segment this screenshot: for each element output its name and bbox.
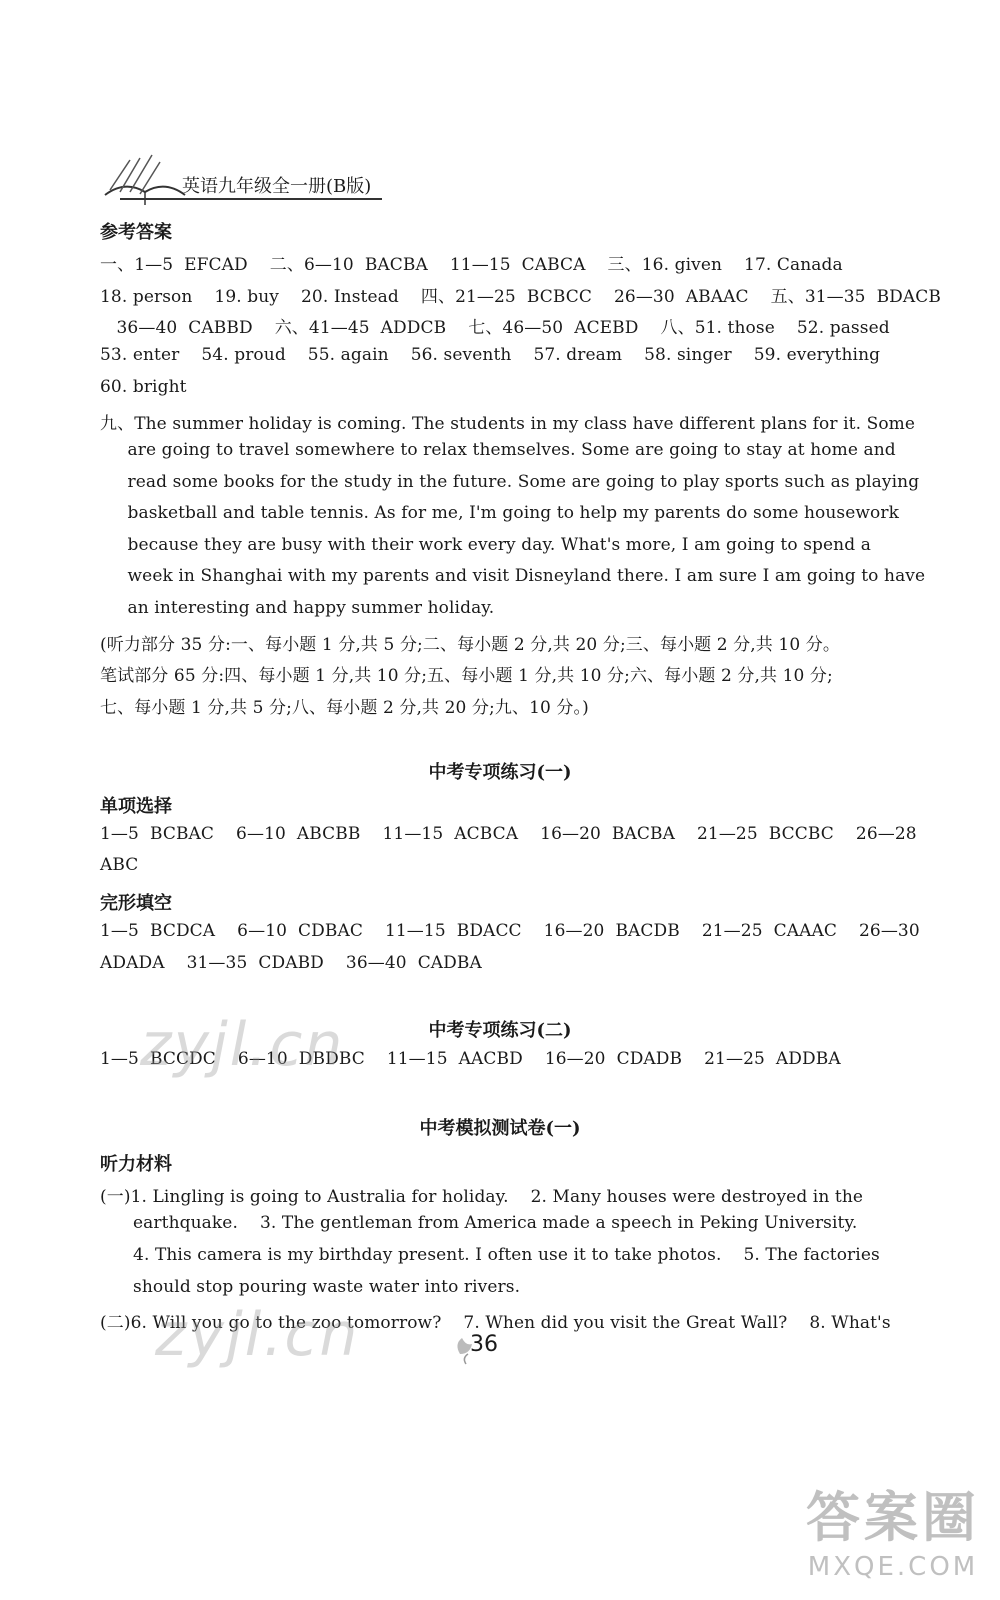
corner-watermark-small: MXQE.COM	[807, 1552, 979, 1582]
header-rule	[120, 198, 382, 200]
essay-line: read some books for the study in the future. Some are going to play sports such as playing	[100, 472, 920, 492]
answer-line: 1—5 BCCDC 6—10 DBDBC 11—15 AACBD 16—20 CDADB 21—25 ADDBA	[100, 1049, 841, 1069]
score-line: 七、每小题 1 分,共 5 分;八、每小题 2 分,共 20 分;九、10 分。)	[100, 698, 589, 718]
listening-line: (一)1. Lingling is going to Australia for holiday. 2. Many houses were destroyed in the	[100, 1187, 864, 1207]
watermark-text: zyjl.cn	[155, 1300, 360, 1370]
watermark-text: zyjl.cn	[140, 1010, 345, 1080]
answer-key-heading: 参考答案	[100, 222, 172, 243]
essay-line: week in Shanghai with my parents and visit Disneyland there. I am sure I am going to have	[100, 566, 926, 586]
listening-line: should stop pouring waste water into rivers.	[100, 1277, 521, 1297]
corner-watermark-big: 答案圈	[806, 1486, 980, 1549]
score-line: (听力部分 35 分:一、每小题 1 分,共 5 分;二、每小题 2 分,共 20 分;三、每小题 2 分,共 10 分。	[100, 635, 840, 655]
answer-line: 18. person 19. buy 20. Instead 四、21—25 BCBCC 26—30 ABAAC 五、31—35 BDACB	[100, 287, 941, 307]
listening-line: earthquake. 3. The gentleman from America made a speech in Peking University.	[100, 1213, 858, 1233]
score-line: 笔试部分 65 分:四、每小题 1 分,共 10 分;五、每小题 1 分,共 10 分;六、每小题 2 分,共 10 分;	[100, 666, 833, 686]
listening-line: (二)6. Will you go to the zoo tomorrow? 7. When did you visit the Great Wall? 8. What's	[100, 1313, 891, 1333]
corner-watermark	[806, 1475, 980, 1582]
listening-heading: 听力材料	[100, 1154, 172, 1175]
page-number: 36	[470, 1332, 498, 1357]
answer-line: 1—5 BCDCA 6—10 CDBAC 11—15 BDACC 16—20 BACDB 21—25 CAAAC 26—30	[100, 921, 920, 941]
practice2-title: 中考专项练习(二)	[428, 1020, 572, 1041]
essay-line: 九、The summer holiday is coming. The students in my class have different plans for it. Some	[100, 414, 916, 434]
open-book-icon	[100, 150, 190, 210]
answer-line: ADADA 31—35 CDABD 36—40 CADBA	[100, 953, 482, 973]
essay-line: are going to travel somewhere to relax themselves. Some are going to stay at home and	[100, 440, 896, 460]
listening-line: 4. This camera is my birthday present. I often use it to take photos. 5. The factories	[100, 1245, 880, 1265]
practice1-title: 中考专项练习(一)	[428, 762, 572, 783]
answer-line: 一、1—5 EFCAD 二、6—10 BACBA 11—15 CABCA 三、16. given 17. Canada	[100, 255, 843, 275]
essay-line: basketball and table tennis. As for me, I'm going to help my parents do some housework	[100, 503, 900, 523]
cloze-heading: 完形填空	[100, 893, 172, 914]
mock1-title: 中考模拟测试卷(一)	[419, 1118, 581, 1139]
essay-line: because they are busy with their work every day. What's more, I am going to spend a	[100, 535, 871, 555]
answer-line: 36—40 CABBD 六、41—45 ADDCB 七、46—50 ACEBD 八、51. those 52. passed	[100, 318, 890, 338]
answer-line: ABC	[100, 855, 139, 875]
answer-line: 53. enter 54. proud 55. again 56. seventh 57. dream 58. singer 59. everything	[100, 345, 881, 365]
answer-line: 1—5 BCBAC 6—10 ABCBB 11—15 ACBCA 16—20 BACBA 21—25 BCCBC 26—28	[100, 824, 917, 844]
essay-line: an interesting and happy summer holiday.	[100, 598, 495, 618]
answer-line: 60. bright	[100, 377, 187, 397]
single-choice-heading: 单项选择	[100, 796, 172, 817]
book-title: 英语九年级全一册(B版)	[182, 176, 372, 197]
